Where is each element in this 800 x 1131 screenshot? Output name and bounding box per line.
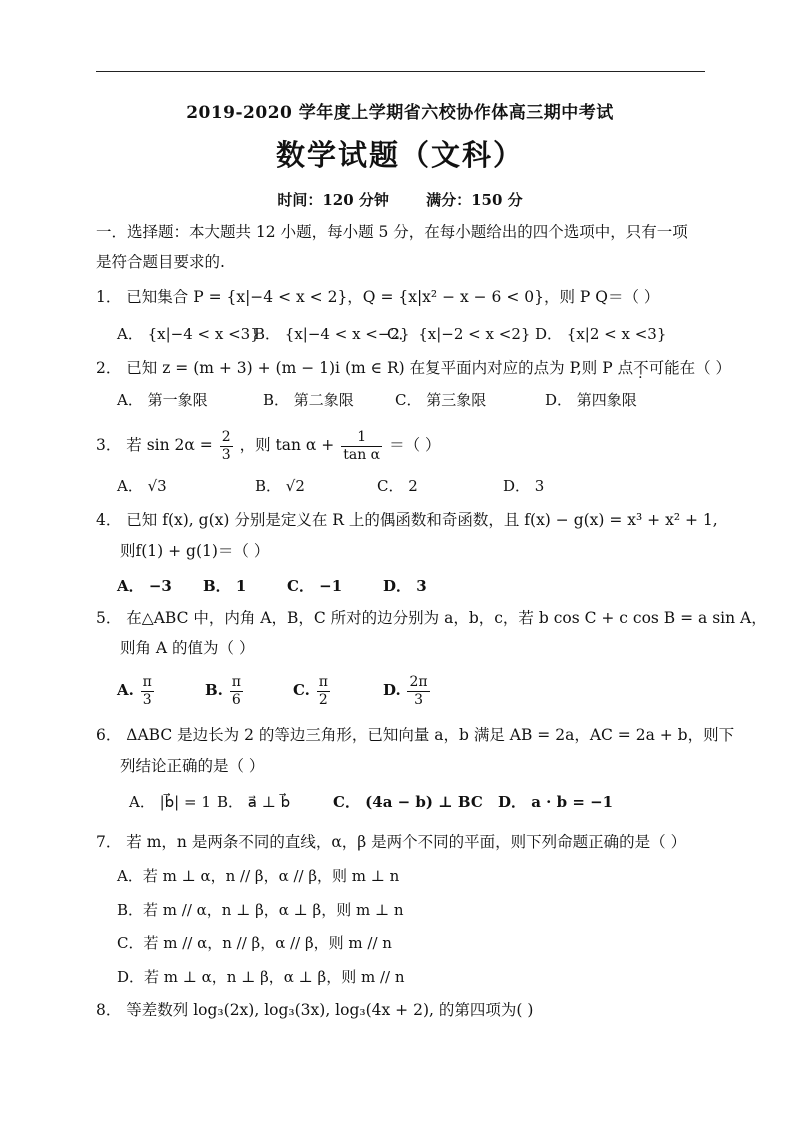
top-rule <box>96 71 705 72</box>
q3-stem-b: ，则 tan α + <box>239 436 335 454</box>
exam-name: 2019-2020 学年度上学期省六校协作体高三期中考试 <box>186 103 614 123</box>
q2-stem-c: （ ） <box>695 359 732 377</box>
q6-option-a: A． |b⃗| = 1 <box>129 793 211 811</box>
q3-option-a: A． √3 <box>117 477 167 495</box>
q3-frac1-den: 3 <box>221 446 231 463</box>
q3-option-c: C． 2 <box>377 477 418 495</box>
q6-option-d: D． a · b = −1 <box>498 793 614 811</box>
q5-option-b-num: π <box>231 673 241 690</box>
q5-option-c-num: π <box>318 673 328 690</box>
q3-stem-a: 3． 若 sin 2α = <box>96 436 213 454</box>
q5-option-b <box>205 668 245 712</box>
q5-option-b-den: 6 <box>231 691 241 708</box>
q6-option-c: C． (4a − b) ⊥ BC <box>333 793 483 811</box>
q5-option-c <box>293 668 332 712</box>
q3-frac1-num: 2 <box>221 428 231 445</box>
section-instruction-line2: 是符合题目要求的. <box>96 253 225 271</box>
q5-option-a-label: A. <box>117 681 134 699</box>
q5-option-d-fraction <box>407 674 429 709</box>
q3-stem-c: ＝（ ） <box>389 436 441 454</box>
q2-option-d: D． 第四象限 <box>545 391 637 409</box>
q4-stem-2: 则f(1) + g(1)＝（ ） <box>120 542 270 560</box>
q5-option-c-label: C. <box>293 681 310 699</box>
q5-option-a-num: π <box>142 673 152 690</box>
score-info: 满分：150 分 <box>426 191 523 209</box>
q5-stem-2: 则角 A 的值为（ ） <box>120 639 255 657</box>
q1-option-c: C． {x|−2 < x <2} <box>387 325 531 343</box>
section-instruction-line1: 一．选择题：本大题共 12 小题，每小题 5 分，在每小题给出的四个选项中，只有一项 <box>96 223 688 241</box>
q5-option-b-label: B. <box>205 681 223 699</box>
q5-option-d-label: D. <box>383 681 401 699</box>
q5-option-b-fraction <box>230 674 243 709</box>
q5-option-d-num: 2π <box>409 673 428 690</box>
q2-option-b: B． 第二象限 <box>263 391 354 409</box>
q6-stem: 6． ΔABC 是边长为 2 的等边三角形，已知向量 a，b 满足 AB = 2a，AC = 2a + b，则下 <box>96 726 735 744</box>
q1-stem: 1． 已知集合 P = {x|−4 < x < 2}，Q = {x|x² − x − 6 < 0}，则 P Q＝（ ） <box>96 288 660 306</box>
q4-option-c: C． −1 <box>287 577 343 595</box>
q3-frac2-den: tan α <box>343 446 381 463</box>
q2-stem <box>96 358 731 378</box>
q4-stem: 4． 已知 f(x), g(x) 分别是定义在 R 上的偶函数和奇函数，且 f(x) − g(x) = x³ + x² + 1, <box>96 511 718 529</box>
q4-option-b: B． 1 <box>203 577 247 595</box>
q3-frac2-num: 1 <box>341 429 382 447</box>
q3-stem <box>96 423 441 467</box>
q1-option-d: D． {x|2 < x <3} <box>535 325 667 343</box>
q7-option-c: C．若 m // α，n // β，α // β，则 m // n <box>117 934 392 952</box>
q5-option-a-den: 3 <box>142 691 152 708</box>
q1-option-b: B． {x|−4 < x <−2} <box>254 325 410 343</box>
q5-option-a <box>117 668 156 712</box>
time-info: 时间：120 分钟 <box>277 191 389 209</box>
q3-fraction-2 <box>341 429 382 464</box>
q3-option-b: B． √2 <box>255 477 305 495</box>
q7-option-b: B．若 m // α，n ⊥ β，α ⊥ β，则 m ⊥ n <box>117 901 404 919</box>
q7-stem: 7． 若 m，n 是两条不同的直线，α，β 是两个不同的平面，则下列命题正确的是（ ） <box>96 833 687 851</box>
q8-stem: 8． 等差数列 log₃(2x), log₃(3x), log₃(4x + 2), 的第四项为( ) <box>96 1001 534 1019</box>
q5-stem: 5． 在△ABC 中，内角 A，B，C 所对的边分别为 a，b，c，若 b cos C + c cos B = a sin A， <box>96 609 767 627</box>
q6-stem-2: 列结论正确的是（ ） <box>120 757 265 775</box>
q7-option-d: D．若 m ⊥ α，n ⊥ β，α ⊥ β，则 m // n <box>117 968 405 986</box>
q5-option-d-den: 3 <box>414 691 423 708</box>
exam-info <box>0 189 800 210</box>
q5-option-a-fraction <box>141 674 154 709</box>
q4-option-d: D． 3 <box>383 577 427 595</box>
q2-stem-a: 2． 已知 z = (m + 3) + (m − 1)i (m ∈ R) 在复平面内对应的点为 P,则 P 点 <box>96 359 634 377</box>
q6-option-b: B． a⃗ ⊥ b⃗ <box>217 793 291 811</box>
q4-option-a: A． −3 <box>117 577 172 595</box>
q5-option-d <box>383 668 432 712</box>
q7-option-a: A．若 m ⊥ α，n // β，α // β，则 m ⊥ n <box>117 867 400 885</box>
q5-option-c-fraction <box>317 674 330 709</box>
exam-title: 数学试题（文科） <box>275 138 524 172</box>
q5-option-c-den: 2 <box>318 691 328 708</box>
q3-fraction-1 <box>220 429 233 464</box>
q2-option-c: C． 第三象限 <box>395 391 487 409</box>
q2-stem-emphasis: 不可能在 <box>633 359 696 377</box>
q3-option-d: D． 3 <box>503 477 545 495</box>
q1-option-a: A． {x|−4 < x <3} <box>117 325 260 343</box>
q2-option-a: A． 第一象限 <box>117 391 208 409</box>
